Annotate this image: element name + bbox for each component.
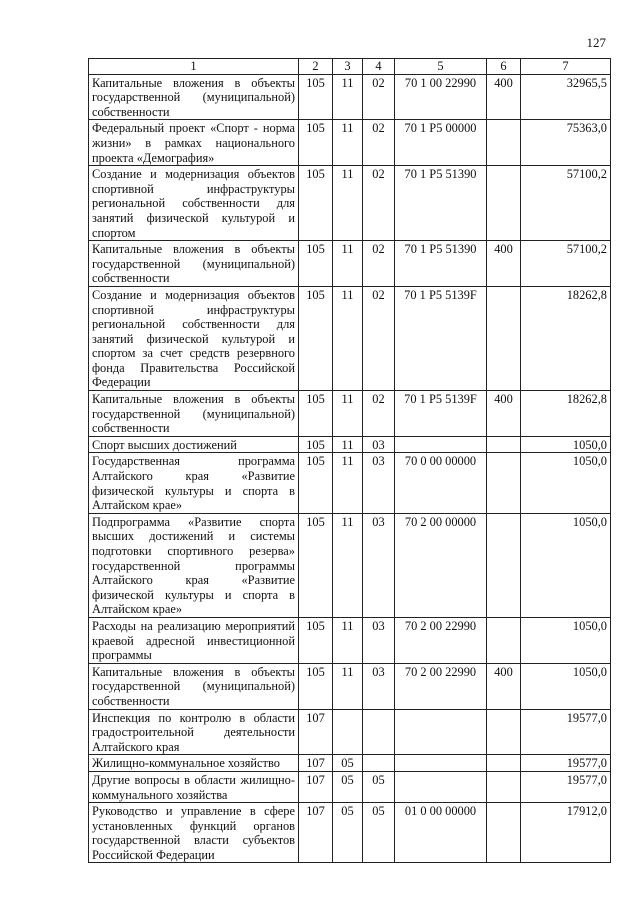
expense-type-cell — [487, 286, 521, 390]
target-article-cell — [395, 436, 487, 453]
target-article-cell: 70 0 00 00000 — [395, 453, 487, 513]
expense-type-cell — [487, 771, 521, 802]
target-article-cell — [395, 755, 487, 772]
table-row — [89, 709, 611, 755]
section-cell: 11 — [333, 513, 363, 617]
target-article-cell: 70 1 Р5 51390 — [395, 166, 487, 241]
table-row — [89, 241, 611, 287]
table-row — [89, 391, 611, 437]
row-name-cell: Инспекция по контролю в области градостроительной деятельности Алтайского края — [89, 709, 299, 755]
subsection-cell: 03 — [363, 663, 395, 709]
subsection-cell — [363, 709, 395, 755]
code-cell: 105 — [299, 513, 333, 617]
amount-cell: 32965,5 — [521, 74, 611, 120]
target-article-cell: 70 2 00 22990 — [395, 617, 487, 663]
table-row — [89, 286, 611, 390]
row-name-cell: Создание и модернизация объектов спортивной инфраструктуры региональной собственности для занятий физической культурой и спортом — [89, 166, 299, 241]
amount-cell: 75363,0 — [521, 120, 611, 166]
target-article-cell — [395, 709, 487, 755]
section-cell: 11 — [333, 74, 363, 120]
page-number: 127 — [586, 35, 606, 50]
expense-type-cell — [487, 709, 521, 755]
expense-type-cell — [487, 166, 521, 241]
amount-cell: 18262,8 — [521, 286, 611, 390]
amount-cell: 1050,0 — [521, 663, 611, 709]
row-name-cell: Подпрограмма «Развитие спорта высших достижений и системы подготовки спортивного резерва» государственной программы Алтайского края «Развитие физической культуры и спорта в Алтайском крае» — [89, 513, 299, 617]
code-cell: 105 — [299, 391, 333, 437]
section-cell: 11 — [333, 391, 363, 437]
section-cell: 11 — [333, 436, 363, 453]
amount-cell: 1050,0 — [521, 453, 611, 513]
subsection-cell: 02 — [363, 286, 395, 390]
row-name-cell: Капитальные вложения в объекты государственной (муниципальной) собственности — [89, 663, 299, 709]
target-article-cell: 01 0 00 00000 — [395, 803, 487, 863]
subsection-cell — [363, 755, 395, 772]
table-row — [89, 436, 611, 453]
table-row — [89, 771, 611, 802]
section-cell: 11 — [333, 241, 363, 287]
section-cell: 05 — [333, 803, 363, 863]
row-name-cell: Жилищно-коммунальное хозяйство — [89, 755, 299, 772]
row-name-cell: Руководство и управление в сфере установленных функций органов государственной власти субъектов Российской Федерации — [89, 803, 299, 863]
expense-type-cell — [487, 803, 521, 863]
section-cell: 11 — [333, 120, 363, 166]
row-name-cell: Спорт высших достижений — [89, 436, 299, 453]
section-cell: 11 — [333, 286, 363, 390]
code-cell: 107 — [299, 709, 333, 755]
expense-type-cell — [487, 617, 521, 663]
amount-cell: 19577,0 — [521, 755, 611, 772]
target-article-cell — [395, 771, 487, 802]
expense-type-cell — [487, 453, 521, 513]
amount-cell: 19577,0 — [521, 709, 611, 755]
amount-cell: 1050,0 — [521, 617, 611, 663]
code-cell: 105 — [299, 617, 333, 663]
table-row — [89, 755, 611, 772]
row-name-cell: Государственная программа Алтайского края «Развитие физической культуры и спорта в Алтайском крае» — [89, 453, 299, 513]
amount-cell: 19577,0 — [521, 771, 611, 802]
expense-type-cell: 400 — [487, 74, 521, 120]
header-cell: 5 — [395, 59, 487, 75]
expense-type-cell: 400 — [487, 663, 521, 709]
expense-type-cell — [487, 120, 521, 166]
section-cell — [333, 709, 363, 755]
subsection-cell: 02 — [363, 120, 395, 166]
target-article-cell: 70 1 Р5 5139F — [395, 286, 487, 390]
target-article-cell: 70 1 00 22990 — [395, 74, 487, 120]
code-cell: 105 — [299, 453, 333, 513]
subsection-cell: 05 — [363, 803, 395, 863]
row-name-cell: Капитальные вложения в объекты государственной (муниципальной) собственности — [89, 241, 299, 287]
table-body — [89, 74, 611, 863]
amount-cell: 18262,8 — [521, 391, 611, 437]
row-name-cell: Расходы на реализацию мероприятий краевой адресной инвестиционной программы — [89, 617, 299, 663]
budget-table — [88, 58, 611, 863]
subsection-cell: 03 — [363, 436, 395, 453]
row-name-cell: Капитальные вложения в объекты государственной (муниципальной) собственности — [89, 391, 299, 437]
code-cell: 105 — [299, 436, 333, 453]
subsection-cell: 02 — [363, 241, 395, 287]
expense-type-cell — [487, 755, 521, 772]
target-article-cell: 70 2 00 22990 — [395, 663, 487, 709]
row-name-cell: Капитальные вложения в объекты государственной (муниципальной) собственности — [89, 74, 299, 120]
target-article-cell: 70 1 Р5 51390 — [395, 241, 487, 287]
section-cell: 05 — [333, 755, 363, 772]
row-name-cell: Федеральный проект «Спорт - норма жизни» в рамках национального проекта «Демография» — [89, 120, 299, 166]
section-cell: 11 — [333, 453, 363, 513]
section-cell: 11 — [333, 166, 363, 241]
table-row — [89, 617, 611, 663]
amount-cell: 1050,0 — [521, 513, 611, 617]
subsection-cell: 02 — [363, 166, 395, 241]
header-cell: 4 — [363, 59, 395, 75]
header-cell: 7 — [521, 59, 611, 75]
code-cell: 107 — [299, 803, 333, 863]
target-article-cell: 70 1 Р5 5139F — [395, 391, 487, 437]
expense-type-cell: 400 — [487, 241, 521, 287]
subsection-cell: 02 — [363, 391, 395, 437]
amount-cell: 57100,2 — [521, 241, 611, 287]
header-cell: 2 — [299, 59, 333, 75]
subsection-cell: 05 — [363, 771, 395, 802]
target-article-cell: 70 2 00 00000 — [395, 513, 487, 617]
subsection-cell: 03 — [363, 617, 395, 663]
table-row — [89, 120, 611, 166]
code-cell: 105 — [299, 166, 333, 241]
code-cell: 105 — [299, 663, 333, 709]
expense-type-cell: 400 — [487, 391, 521, 437]
amount-cell: 17912,0 — [521, 803, 611, 863]
section-cell: 05 — [333, 771, 363, 802]
header-row — [89, 59, 611, 75]
table-row — [89, 166, 611, 241]
amount-cell: 1050,0 — [521, 436, 611, 453]
expense-type-cell — [487, 513, 521, 617]
code-cell: 105 — [299, 74, 333, 120]
subsection-cell: 02 — [363, 74, 395, 120]
subsection-cell: 03 — [363, 453, 395, 513]
code-cell: 105 — [299, 241, 333, 287]
table-row — [89, 453, 611, 513]
section-cell: 11 — [333, 663, 363, 709]
target-article-cell: 70 1 Р5 00000 — [395, 120, 487, 166]
table-row — [89, 803, 611, 863]
header-cell: 1 — [89, 59, 299, 75]
row-name-cell: Другие вопросы в области жилищно-коммунального хозяйства — [89, 771, 299, 802]
header-cell: 3 — [333, 59, 363, 75]
code-cell: 105 — [299, 120, 333, 166]
table-row — [89, 513, 611, 617]
table-row — [89, 74, 611, 120]
code-cell: 107 — [299, 755, 333, 772]
code-cell: 105 — [299, 286, 333, 390]
header-cell: 6 — [487, 59, 521, 75]
table-row — [89, 663, 611, 709]
amount-cell: 57100,2 — [521, 166, 611, 241]
code-cell: 107 — [299, 771, 333, 802]
expense-type-cell — [487, 436, 521, 453]
subsection-cell: 03 — [363, 513, 395, 617]
section-cell: 11 — [333, 617, 363, 663]
row-name-cell: Создание и модернизация объектов спортивной инфраструктуры региональной собственности для занятий физической культурой и спортом за счет средств резервного фонда Правительства Российской Федерации — [89, 286, 299, 390]
